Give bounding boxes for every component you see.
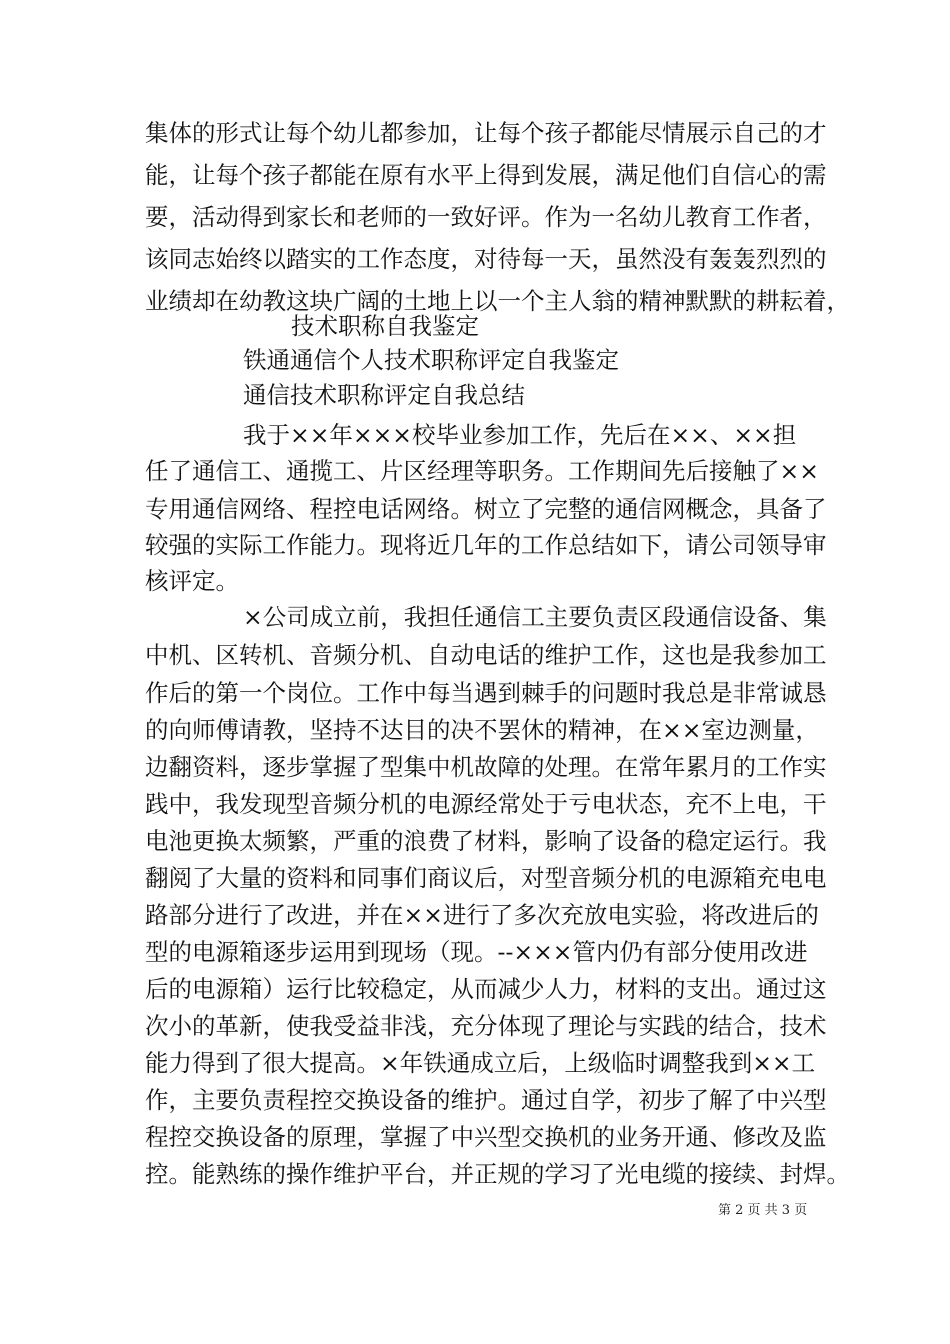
body-line: 翻阅了大量的资料和同事们商议后，对型音频分机的电源箱充电电 xyxy=(145,864,827,892)
body-line: 作，主要负责程控交换设备的维护。通过自学，初步了解了中兴型 xyxy=(145,1086,827,1114)
body-line: 专用通信网络、程控电话网络。树立了完整的通信网概念，具备了 xyxy=(145,495,827,523)
body-line: 业绩却在幼教这块广阔的土地上以一个主人翁的精神默默的耕耘着， xyxy=(145,287,850,315)
body-line: 作后的第一个岗位。工作中每当遇到棘手的问题时我总是非常诚恳 xyxy=(145,679,827,707)
body-line: 践中，我发现型音频分机的电源经常处于亏电状态，充不上电，干 xyxy=(145,790,827,818)
body-line: 路部分进行了改进，并在××进行了多次充放电实验，将改进后的 xyxy=(145,901,819,929)
body-line: 该同志始终以踏实的工作态度，对待每一天，虽然没有轰轰烈烈的 xyxy=(145,245,827,273)
body-line: 边翻资料，逐步掌握了型集中机故障的处理。在常年累月的工作实 xyxy=(145,753,827,781)
body-line: 程控交换设备的原理，掌握了中兴型交换机的业务开通、修改及监 xyxy=(145,1123,827,1151)
body-line: 较强的实际工作能力。现将近几年的工作总结如下，请公司领导审 xyxy=(145,531,827,559)
heading-line: 技术职称自我鉴定 xyxy=(291,312,479,340)
body-line: 能，让每个孩子都能在原有水平上得到发展，满足他们自信心的需 xyxy=(145,161,827,189)
body-line: 后的电源箱）运行比较稳定，从而减少人力，材料的支出。通过这 xyxy=(145,975,827,1003)
body-line: ×公司成立前，我担任通信工主要负责区段通信设备、集 xyxy=(243,603,827,631)
subheading-line: 铁通通信个人技术职称评定自我鉴定 xyxy=(243,346,619,374)
body-line: 我于××年×××校毕业参加工作，先后在××、××担 xyxy=(243,421,797,449)
body-line: 中机、区转机、音频分机、自动电话的维护工作，这也是我参加工 xyxy=(145,641,827,669)
body-line: 电池更换太频繁，严重的浪费了材料，影响了设备的稳定运行。我 xyxy=(145,827,827,855)
body-line: 的向师傅请教，坚持不达目的决不罢休的精神，在××室边测量， xyxy=(145,716,819,744)
body-line: 核评定。 xyxy=(145,567,239,595)
body-line: 要，活动得到家长和老师的一致好评。作为一名幼儿教育工作者， xyxy=(145,203,827,231)
body-line: 控。能熟练的操作维护平台，并正规的学习了光电缆的接续、封焊。 xyxy=(145,1160,850,1188)
body-line: 任了通信工、通揽工、片区经理等职务。工作期间先后接触了×× xyxy=(145,457,819,485)
body-line: 集体的形式让每个幼儿都参加，让每个孩子都能尽情展示自己的才 xyxy=(145,119,827,147)
body-line: 型的电源箱逐步运用到现场（现。--×××管内仍有部分使用改进 xyxy=(145,938,808,966)
subheading-line: 通信技术职称评定自我总结 xyxy=(243,381,525,409)
body-line: 能力得到了很大提高。×年铁通成立后，上级临时调整我到××工 xyxy=(145,1049,816,1077)
page-number-footer: 第 2 页 共 3 页 xyxy=(718,1203,808,1218)
body-line: 次小的革新，使我受益非浅，充分体现了理论与实践的结合，技术 xyxy=(145,1012,827,1040)
